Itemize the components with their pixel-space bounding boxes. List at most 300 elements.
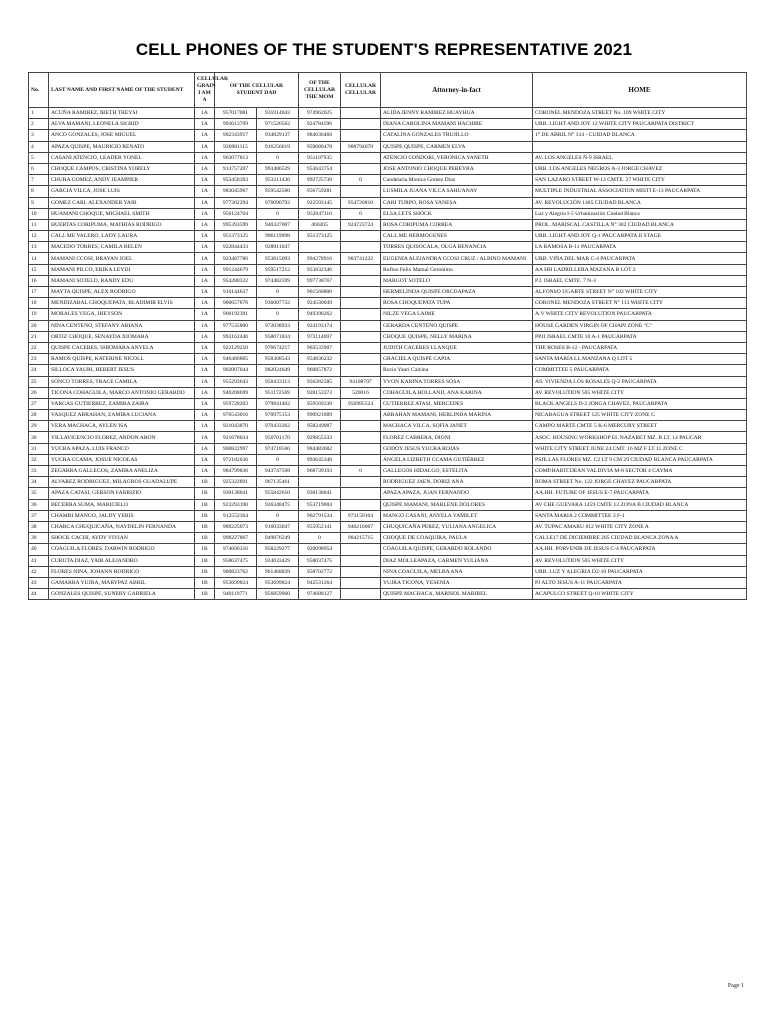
- cell-home: COMP.HABIT.DEAN VALDIVIA M-8 SECTOR 4 CAYMA: [533, 466, 747, 477]
- cell-name: RAMOS QUISPE, KATERINE NICOLL: [49, 354, 195, 365]
- header-apod-top: CELLULAR: [344, 83, 377, 89]
- cell-apod: [341, 186, 381, 197]
- cell-apod: 94108797: [341, 376, 381, 387]
- table-row: [29, 443, 747, 454]
- page-footer: Page 1: [727, 983, 744, 989]
- cell-apod: [341, 309, 381, 320]
- table-row: [29, 119, 747, 130]
- cell-home: Luz y Alegría I-5 Urbanización Ciudad Blanca: [533, 208, 747, 219]
- cell-name: ORTIZ CHOQUE, SENAYDA XIOMARA: [49, 331, 195, 342]
- cell-attorney: CALL ME HERMOGENES: [381, 231, 533, 242]
- cell-name: APAZA CATASI, GERSON FABRIZIO: [49, 488, 195, 499]
- cell-home: URB. LIGHT AND JOY 12 WHITE CITY PAUCARPATA DISTRICT: [533, 119, 747, 130]
- cell-attorney: Candelaria Monica Gomez Diaz: [381, 175, 533, 186]
- cell-grade: 1A: [195, 376, 215, 387]
- cell-dad: 958308543: [257, 354, 299, 365]
- cell-no: 20: [29, 320, 49, 331]
- cell-student: 977302294: [215, 197, 257, 208]
- cell-no: 21: [29, 331, 49, 342]
- cell-home: WHITE CITY STREET JUNE 24 CMT. 16 MZ F LT 11 ZONE C: [533, 443, 747, 454]
- table-row: [29, 219, 747, 230]
- cell-home: LA RAMOSA B-11 PAUCARPATA: [533, 242, 747, 253]
- table-row: [29, 197, 747, 208]
- cell-dad: 970975153: [257, 410, 299, 421]
- cell-student: 951373125: [215, 231, 257, 242]
- cell-home: CORONEL MENDOZA STREET N° 113 WHITE CITY: [533, 298, 747, 309]
- cell-name: TICONA COHAGUILA, MARCO ANTONIO GERARDO: [49, 387, 195, 398]
- cell-dad: 970433362: [257, 421, 299, 432]
- cell-dad: 955842650: [257, 488, 299, 499]
- cell-home: PPJJ ISRAEL CMTE 10 A-1 PAUCARPATA: [533, 331, 747, 342]
- cell-no: 34: [29, 477, 49, 488]
- student-phone-table: [28, 72, 747, 600]
- cell-attorney: ROSA CHOQUEPATA TUPA: [381, 298, 533, 309]
- cell-mom: 959680478: [299, 141, 341, 152]
- cell-student: 900657876: [215, 298, 257, 309]
- cell-name: CHAMBI MANGO, JALDY YERIS: [49, 510, 195, 521]
- cell-grade: 1A: [195, 253, 215, 264]
- cell-dad: 950701170: [257, 432, 299, 443]
- cell-student: 923293190: [215, 499, 257, 510]
- cell-grade: 1B: [195, 477, 215, 488]
- cell-mom: 0: [299, 533, 341, 544]
- cell-mom: 958702772: [299, 566, 341, 577]
- cell-grade: 1A: [195, 387, 215, 398]
- table-row: [29, 231, 747, 242]
- cell-attorney: QUISPE MACHACA, MARISOL MARIBEL: [381, 589, 533, 600]
- cell-attorney: JOSE ANTONIO CHOQUE PEREYRA: [381, 163, 533, 174]
- table-row: [29, 108, 747, 119]
- cell-mom: 928153373: [299, 387, 341, 398]
- cell-mom: [299, 242, 341, 253]
- cell-apod: [341, 477, 381, 488]
- cell-dad: 972038933: [257, 320, 299, 331]
- cell-student: 922844433: [215, 242, 257, 253]
- cell-name: GOMEZ CARI, ALEXANDER YAIR: [49, 197, 195, 208]
- cell-apod: 954720810: [341, 197, 381, 208]
- table-row: [29, 287, 747, 298]
- cell-mom: 974688127: [299, 589, 341, 600]
- header-grade: [195, 73, 229, 108]
- header-mom-bottom: THE MOM: [305, 93, 334, 100]
- cell-student: 995393599: [215, 219, 257, 230]
- cell-grade: 1A: [195, 454, 215, 465]
- cell-dad: 953699824: [257, 577, 299, 588]
- table-row: [29, 331, 747, 342]
- cell-name: CURUTA DIAZ, YAIR ALEJANDRO: [49, 555, 195, 566]
- table-body: [29, 108, 747, 600]
- cell-student: 984799836: [215, 466, 257, 477]
- cell-home: URB. VIÑA DEL MAR C-4 PAUCARPATA: [533, 253, 747, 264]
- cell-mom: 924530049: [299, 298, 341, 309]
- cell-home: BLACK ANGELS D-2 JORGA CHAVEZ, PAUCARPATA: [533, 398, 747, 409]
- cell-apod: [341, 298, 381, 309]
- cell-no: 28: [29, 410, 49, 421]
- cell-mom: 953719004: [299, 499, 341, 510]
- cell-apod: 956985524: [341, 398, 381, 409]
- cell-mom: 958249087: [299, 421, 341, 432]
- cell-apod: [341, 342, 381, 353]
- cell-home: URB. LOS ANGELES NEGROS A-3 JORGE CHAVEZ: [533, 163, 747, 174]
- cell-no: 38: [29, 521, 49, 532]
- cell-grade: 1A: [195, 309, 215, 320]
- cell-apod: [341, 242, 381, 253]
- cell-home: CAMPO MARTE CMTE 5 K-6 MERCURY STREET: [533, 421, 747, 432]
- cell-apod: [341, 231, 381, 242]
- cell-name: CASANI ATENCIO, LEADER YONEL: [49, 152, 195, 163]
- table-row: [29, 387, 747, 398]
- cell-grade: 1B: [195, 544, 215, 555]
- cell-attorney: DIANA CAROLINA MAMANI HACHIRE: [381, 119, 533, 130]
- table-row: [29, 555, 747, 566]
- cell-name: ANCO GONZALES, JOSE MIGUEL: [49, 130, 195, 141]
- cell-apod: [341, 130, 381, 141]
- cell-apod: [341, 410, 381, 421]
- header-grade-top: CELLULAR GRAIN: [197, 76, 229, 89]
- cell-home: SAN LAZARO STREET W-13 CMTE. 27 WHITE CITY: [533, 175, 747, 186]
- cell-mom: 952047116: [299, 208, 341, 219]
- cell-student: 912552364: [215, 510, 257, 521]
- cell-no: 14: [29, 253, 49, 264]
- cell-dad: 958229277: [257, 544, 299, 555]
- cell-student: 923487786: [215, 253, 257, 264]
- cell-attorney: CHUQUICAÑA PEREZ, YULIANA ANGELICA: [381, 521, 533, 532]
- cell-no: 24: [29, 365, 49, 376]
- cell-mom: 951373125: [299, 231, 341, 242]
- cell-apod: 924723724: [341, 219, 381, 230]
- cell-name: VASQUEZ ABRAHAN, ZAMIRA LUCIANA: [49, 410, 195, 421]
- cell-grade: 1A: [195, 342, 215, 353]
- cell-grade: 1A: [195, 331, 215, 342]
- cell-no: 43: [29, 577, 49, 588]
- cell-name: ALVAREZ RODRIGUEZ, MILAGROS GUADALUPE: [49, 477, 195, 488]
- cell-grade: 1A: [195, 231, 215, 242]
- cell-grade: 1A: [195, 163, 215, 174]
- cell-attorney: ATENCIO CONDORI, VERONICA YANETH: [381, 152, 533, 163]
- cell-no: 37: [29, 510, 49, 521]
- cell-home: AS. VIVIENDA LOS ROSALES Q-2 PAUCARPATA: [533, 376, 747, 387]
- cell-no: 5: [29, 152, 49, 163]
- cell-attorney: FLOREZ CABRERA, DIONI: [381, 432, 533, 443]
- cell-home: ACAPULCO STREET Q-10 WHITE CITY: [533, 589, 747, 600]
- cell-student: 955293643: [215, 376, 257, 387]
- table-row: [29, 488, 747, 499]
- cell-student: 900192391: [215, 309, 257, 320]
- cell-no: 40: [29, 544, 49, 555]
- cell-mom: 929855333: [299, 432, 341, 443]
- cell-attorney: EUGENIA ALEJANDRA CCOSI CRUZ / ALBINO MAMANI: [381, 253, 533, 264]
- cell-student: 959728203: [215, 398, 257, 409]
- cell-grade: 1A: [195, 219, 215, 230]
- cell-dad: 949876249: [257, 533, 299, 544]
- cell-apod: 983741222: [341, 253, 381, 264]
- cell-student: 977535800: [215, 320, 257, 331]
- header-cell-bottom: STUDENT DAD: [236, 90, 277, 96]
- cell-student: 957017081: [215, 108, 257, 119]
- cell-apod: [341, 488, 381, 499]
- cell-apod: [341, 119, 381, 130]
- cell-no: 11: [29, 219, 49, 230]
- cell-home: PROL. MARISCAL CASTILLA N° 302 CIUDAD BLANCA: [533, 219, 747, 230]
- cell-apod: [341, 331, 381, 342]
- cell-grade: 1A: [195, 108, 215, 119]
- cell-no: 27: [29, 398, 49, 409]
- cell-attorney: ELSA LETS SHOCK: [381, 208, 533, 219]
- table-row: [29, 264, 747, 275]
- cell-grade: 1A: [195, 320, 215, 331]
- cell-dad: 943747598: [257, 466, 299, 477]
- cell-apod: [341, 152, 381, 163]
- table-row: [29, 253, 747, 264]
- cell-name: MAMANI CCOSI, BRAYAN JOEL: [49, 253, 195, 264]
- table-header-row: [29, 73, 747, 108]
- cell-apod: [341, 499, 381, 510]
- table-row: [29, 398, 747, 409]
- cell-name: ZEGARRA GALLEGOS, ZAMIRA ANELIZA: [49, 466, 195, 477]
- table-row: [29, 544, 747, 555]
- cell-dad: 916256619: [257, 141, 299, 152]
- cell-grade: 1A: [195, 365, 215, 376]
- table-row: [29, 432, 747, 443]
- cell-no: 33: [29, 466, 49, 477]
- cell-mom: 968739193: [299, 466, 341, 477]
- cell-home: ASOC. HOUSING WORKSHOP EL NAZARET MZ. B LT. 14 PAUCAR: [533, 432, 747, 443]
- cell-grade: 1A: [195, 130, 215, 141]
- cell-mom: 984636466: [299, 130, 341, 141]
- page-title: CELL PHONES OF THE STUDENT'S REPRESENTATIVE 2021: [135, 40, 633, 59]
- table-row: [29, 499, 747, 510]
- cell-apod: 973150104: [341, 510, 381, 521]
- cell-home: THE ROSES B-12 - PAUCARPATA: [533, 342, 747, 353]
- cell-dad: 934829137: [257, 130, 299, 141]
- cell-dad: 916033047: [257, 521, 299, 532]
- cell-attorney: GALLEGOS HIDALGO, ESTELITA: [381, 466, 533, 477]
- cell-dad: 961468839: [257, 566, 299, 577]
- cell-dad: 0: [257, 208, 299, 219]
- cell-attorney: ÁNGELA LIZBETH CCAMA GUTIÉRREZ: [381, 454, 533, 465]
- cell-no: 41: [29, 555, 49, 566]
- cell-grade: 1B: [195, 566, 215, 577]
- cell-student: 991244679: [215, 264, 257, 275]
- table-row: [29, 342, 747, 353]
- cell-name: VILLAVICENCIO FLOREZ, ARDON ARON: [49, 432, 195, 443]
- cell-attorney: DIAZ MOLLEAPAZA, CARMEN YULIANA: [381, 555, 533, 566]
- cell-student: 925322891: [215, 477, 257, 488]
- cell-no: 1: [29, 108, 49, 119]
- cell-attorney: GODOY JESUS YUCRA ROJAS: [381, 443, 533, 454]
- cell-mom: 902533907: [299, 342, 341, 353]
- cell-mom: 973114697: [299, 331, 341, 342]
- cell-dad: 974482599: [257, 275, 299, 286]
- cell-student: 930981115: [215, 141, 257, 152]
- cell-no: 25: [29, 376, 49, 387]
- cell-no: 3: [29, 130, 49, 141]
- cell-mom: 953832346: [299, 264, 341, 275]
- cell-grade: 1B: [195, 510, 215, 521]
- cell-name: MORALES VEGA, JHEYSON: [49, 309, 195, 320]
- cell-apod: [341, 264, 381, 275]
- cell-no: 26: [29, 387, 49, 398]
- cell-no: 19: [29, 309, 49, 320]
- cell-attorney: MANGO CASANI, ANYELA YAMILET: [381, 510, 533, 521]
- cell-attorney: NILZE VEGA LAIME: [381, 309, 533, 320]
- cell-no: 30: [29, 432, 49, 443]
- cell-student: 983045967: [215, 186, 257, 197]
- cell-attorney: Rufino Felix Mamai Geronimo: [381, 264, 533, 275]
- cell-attorney: NINA COAGUILA, MELBA ANA: [381, 566, 533, 577]
- cell-attorney: ALIDA JENNY RAMIREZ HUAYHUA: [381, 108, 533, 119]
- cell-home: AV. REVOLUTION 505 WHITE CITY: [533, 555, 747, 566]
- cell-dad: 0: [257, 454, 299, 465]
- cell-student: 900823762: [215, 566, 257, 577]
- cell-attorney: QUISPE QUISPE, CARMEN ELVA: [381, 141, 533, 152]
- cell-name: MAYTA QUISPE, ALEX RODRIGO: [49, 287, 195, 298]
- cell-grade: 1A: [195, 175, 215, 186]
- cell-mom: 994278916: [299, 253, 341, 264]
- cell-mom: 993645348: [299, 454, 341, 465]
- cell-apod: [341, 354, 381, 365]
- cell-student: 963077813: [215, 152, 257, 163]
- cell-apod: 940216067: [341, 521, 381, 532]
- cell-name: YUCRA CCAMA, JOSUE NICOLAS: [49, 454, 195, 465]
- cell-home: AA.HH. FUTURE OF JESUS E-7 PAUCARPATA: [533, 488, 747, 499]
- cell-grade: 1A: [195, 141, 215, 152]
- table-row: [29, 365, 747, 376]
- cell-home: MULTIPLE INDUSTRIAL ASSOCIATION MISTI E-13 PAUCARPATA: [533, 186, 747, 197]
- cell-mom: 949398262: [299, 309, 341, 320]
- cell-grade: 1A: [195, 242, 215, 253]
- cell-home: ROMA STREET No. 122 JORGE CHAVEZ PAUCARPATA: [533, 477, 747, 488]
- cell-mom: 942531264: [299, 577, 341, 588]
- cell-dad: 951172569: [257, 387, 299, 398]
- cell-student: 900822997: [215, 443, 257, 454]
- cell-apod: 0: [341, 466, 381, 477]
- cell-home: ALFONSO UGARTE STREET N° 102 WHITE CITY: [533, 287, 747, 298]
- cell-attorney: ROSA CORIPUMA CORREA: [381, 219, 533, 230]
- cell-grade: 1A: [195, 410, 215, 421]
- table-row: [29, 141, 747, 152]
- cell-dad: 959542560: [257, 186, 299, 197]
- table-row: [29, 320, 747, 331]
- cell-grade: 1B: [195, 577, 215, 588]
- cell-home: A.V WHITE CITY REVOLUTION PAUCARPATA: [533, 309, 747, 320]
- cell-home: P.J. ISRAEL CMTE. 7 N-3: [533, 275, 747, 286]
- cell-home: URB. LUZ Y ALEGRIA D2-10 PAUCARPATA: [533, 566, 747, 577]
- cell-apod: 0: [341, 175, 381, 186]
- cell-attorney: QUISPE MAMANI, MARLENE DOLORES: [381, 499, 533, 510]
- cell-apod: [341, 589, 381, 600]
- cell-name: SILLOCA YAURI, HEBERT JESUS: [49, 365, 195, 376]
- cell-name: BECERRA SUMA, MARICIELO: [49, 499, 195, 510]
- cell-mom: 955952141: [299, 521, 341, 532]
- table-row: [29, 298, 747, 309]
- header-mom: [299, 73, 341, 108]
- header-mom-top: OF THE CELLULAR: [303, 79, 336, 93]
- table-row: [29, 521, 747, 532]
- cell-mom: 951107935: [299, 152, 341, 163]
- cell-apod: [341, 365, 381, 376]
- cell-dad: 928011047: [257, 242, 299, 253]
- cell-attorney: ABRAHAN MAMANI, HERLINDA MARINA: [381, 410, 533, 421]
- cell-dad: 993486529: [257, 163, 299, 174]
- cell-dad: 986119998: [257, 231, 299, 242]
- cell-no: 18: [29, 298, 49, 309]
- cell-dad: 976090792: [257, 197, 299, 208]
- table-row: [29, 510, 747, 521]
- cell-no: 12: [29, 231, 49, 242]
- cell-name: FLORES NINA, JOHANN RODRIGO: [49, 566, 195, 577]
- cell-mom: 902791534: [299, 510, 341, 521]
- table-row: [29, 309, 747, 320]
- header-attorney: Attorney-in-fact: [381, 73, 533, 108]
- cell-dad: 940327007: [257, 219, 299, 230]
- cell-apod: [341, 163, 381, 174]
- cell-attorney: MARGOT SOTELO: [381, 275, 533, 286]
- cell-attorney: CATALINA GONZALES TRUJILLO: [381, 130, 533, 141]
- cell-dad: 950433113: [257, 376, 299, 387]
- cell-attorney: GUTIERREZ ATASI, MERCEDES: [381, 398, 533, 409]
- cell-student: 950124704: [215, 208, 257, 219]
- cell-grade: 1B: [195, 555, 215, 566]
- cell-apod: [341, 577, 381, 588]
- cell-name: GARCIA VILCA, JOSE LUIS: [49, 186, 195, 197]
- cell-student: 902007044: [215, 365, 257, 376]
- table-row: [29, 577, 747, 588]
- cell-dad: 982024649: [257, 365, 299, 376]
- cell-student: 921043870: [215, 421, 257, 432]
- cell-dad: 0: [257, 152, 299, 163]
- cell-attorney: YVON KARINA TORRES SOSA: [381, 376, 533, 387]
- cell-grade: 1A: [195, 119, 215, 130]
- cell-no: 39: [29, 533, 49, 544]
- cell-mom: 466205: [299, 219, 341, 230]
- cell-student: 940119771: [215, 589, 257, 600]
- cell-apod: [341, 566, 381, 577]
- cell-dad: 0: [257, 287, 299, 298]
- cell-attorney: TORRES QUISOCALA, OLGA BENANCIA: [381, 242, 533, 253]
- cell-apod: 988794078: [341, 141, 381, 152]
- cell-dad: 935914043: [257, 108, 299, 119]
- cell-no: 2: [29, 119, 49, 130]
- cell-student: 993613709: [215, 119, 257, 130]
- cell-mom: 924193174: [299, 320, 341, 331]
- cell-apod: [341, 443, 381, 454]
- cell-student: 976543016: [215, 410, 257, 421]
- cell-home: AV. LOS ANGELES Ñ-9 ISRAEL: [533, 152, 747, 163]
- cell-home: HOUSE GARDEN VIRGIN OF CHAPI ZONE "C": [533, 320, 747, 331]
- cell-dad: 926348475: [257, 499, 299, 510]
- cell-name: MAMANI PILCO, ERIKA LEYDI: [49, 264, 195, 275]
- cell-mom: 959569330: [299, 398, 341, 409]
- cell-student: 914757207: [215, 163, 257, 174]
- cell-student: 954280332: [215, 275, 257, 286]
- cell-no: 36: [29, 499, 49, 510]
- cell-no: 15: [29, 264, 49, 275]
- table-row: [29, 566, 747, 577]
- table-row: [29, 163, 747, 174]
- cell-home: PJ ALTO JESUS A-11 PAUCARPATA: [533, 577, 747, 588]
- cell-apod: [341, 544, 381, 555]
- table-row: [29, 242, 747, 253]
- cell-student: 989225073: [215, 521, 257, 532]
- cell-dad: 967135461: [257, 477, 299, 488]
- cell-home: AV. REVOLUTION 505 WHITE CITY: [533, 387, 747, 398]
- cell-apod: [341, 275, 381, 286]
- cell-mom: 922593145: [299, 197, 341, 208]
- cell-dad: 953815693: [257, 253, 299, 264]
- cell-no: 31: [29, 443, 49, 454]
- cell-no: 23: [29, 354, 49, 365]
